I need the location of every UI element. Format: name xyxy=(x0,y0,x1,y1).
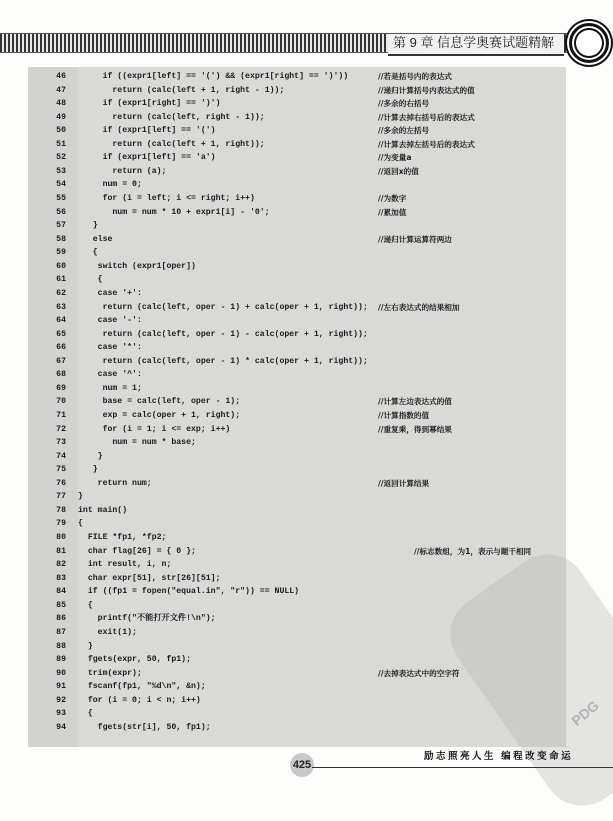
page-number: 425 xyxy=(290,753,314,777)
code-line xyxy=(0,97,613,111)
code-comment: //重复乘，得到幂结果 xyxy=(378,424,452,434)
code-text: num = num * base; xyxy=(78,438,196,448)
code-text: num = 0; xyxy=(78,180,142,190)
line-number: 61 xyxy=(56,275,66,285)
line-number: 76 xyxy=(56,478,66,488)
line-number: 75 xyxy=(56,465,66,475)
code-line xyxy=(0,721,613,735)
code-text: return (calc(left, oper - 1) * calc(oper + 1, right)); xyxy=(78,356,368,366)
code-line xyxy=(0,436,613,450)
code-text: if (expr1[left] == 'a') xyxy=(78,153,216,163)
code-line xyxy=(0,192,613,206)
code-text: } xyxy=(78,221,98,231)
code-comment: //计算去掉左括号后的表达式 xyxy=(378,139,475,149)
code-line xyxy=(0,246,613,260)
line-number: 80 xyxy=(56,533,66,543)
code-line xyxy=(0,314,613,328)
line-number: 79 xyxy=(56,519,66,529)
code-text: case '*': xyxy=(78,343,142,353)
code-text: num = 1; xyxy=(78,383,142,393)
code-text: int result, i, n; xyxy=(78,560,172,570)
code-comment: //去掉表达式中的空字符 xyxy=(378,668,460,678)
code-line xyxy=(0,287,613,301)
line-number: 66 xyxy=(56,343,66,353)
code-line xyxy=(0,341,613,355)
line-number: 68 xyxy=(56,370,66,380)
code-comment: //若是括号内的表达式 xyxy=(378,72,452,81)
code-line xyxy=(0,667,613,681)
code-line xyxy=(0,694,613,708)
line-number: 64 xyxy=(56,316,66,326)
code-text: char expr[51], str[26][51]; xyxy=(78,573,221,583)
line-number: 47 xyxy=(56,85,66,95)
line-number: 93 xyxy=(56,709,66,719)
line-number: 69 xyxy=(56,383,66,393)
line-number: 83 xyxy=(56,573,66,583)
code-comment: //左右表达式的结果相加 xyxy=(378,302,460,312)
code-text: for (i = 1; i <= exp; i++) xyxy=(78,424,231,434)
code-text: exp = calc(oper + 1, right); xyxy=(78,411,241,420)
line-number: 50 xyxy=(56,126,66,136)
line-number: 65 xyxy=(56,329,66,339)
line-number: 56 xyxy=(56,207,66,217)
code-text: return (calc(left + 1, right - 1)); xyxy=(78,85,285,95)
chapter-title: 第 9 章 信息学奥赛试题精解 xyxy=(393,35,555,50)
line-number: 81 xyxy=(56,546,66,556)
code-text: fscanf(fp1, "%d\n", &n); xyxy=(78,682,206,692)
code-text: int main() xyxy=(78,505,128,515)
code-text: fgets(str[i], 50, fp1); xyxy=(78,722,211,732)
code-comment: //返回计算结果 xyxy=(378,478,430,488)
code-text: case '-': xyxy=(78,316,142,326)
code-comment: //多余的左括号 xyxy=(378,126,430,136)
code-line xyxy=(0,463,613,477)
code-text: { xyxy=(78,275,103,285)
code-text: return (a); xyxy=(78,166,167,176)
code-line xyxy=(0,84,613,98)
line-number: 90 xyxy=(56,668,66,678)
code-comment: //标志数组，为1，表示与题干相同 xyxy=(414,546,532,556)
line-number: 88 xyxy=(56,641,66,651)
line-number: 70 xyxy=(56,397,66,407)
code-line xyxy=(0,423,613,437)
code-text: } xyxy=(78,451,103,461)
code-line xyxy=(0,151,613,165)
code-text: return (calc(left, oper - 1) - calc(oper + 1, right)); xyxy=(78,329,368,339)
code-text: char flag[26] = { 0 }; xyxy=(78,546,196,556)
line-number: 92 xyxy=(56,695,66,705)
code-text: if (expr1[right] == ')') xyxy=(78,99,221,109)
line-number: 48 xyxy=(56,99,66,109)
code-line xyxy=(0,111,613,125)
code-line xyxy=(0,70,613,84)
code-line xyxy=(0,219,613,233)
code-line xyxy=(0,558,613,572)
code-comment: //计算左边表达式的值 xyxy=(378,397,452,407)
code-text: } xyxy=(78,465,98,475)
code-line xyxy=(0,382,613,396)
line-number: 53 xyxy=(56,166,66,176)
line-number: 82 xyxy=(56,560,66,570)
code-line xyxy=(0,165,613,179)
code-line xyxy=(0,409,613,423)
line-number: 63 xyxy=(56,302,66,312)
code-text: { xyxy=(78,519,83,529)
line-number: 89 xyxy=(56,655,66,665)
code-line xyxy=(0,517,613,531)
code-text: case '^': xyxy=(78,370,142,380)
line-number: 54 xyxy=(56,180,66,190)
code-line xyxy=(0,531,613,545)
code-text: { xyxy=(78,600,93,610)
line-number: 67 xyxy=(56,356,66,366)
line-number: 58 xyxy=(56,234,66,244)
code-text: case '+': xyxy=(78,288,142,298)
code-text: else xyxy=(78,234,113,244)
code-text: return (calc(left, right - 1)); xyxy=(78,112,265,122)
line-number: 55 xyxy=(56,194,66,204)
code-text: { xyxy=(78,709,93,719)
code-line xyxy=(0,545,613,559)
code-comment: //为变量a xyxy=(378,153,412,163)
line-number: 73 xyxy=(56,438,66,448)
code-line xyxy=(0,504,613,518)
code-text: return (calc(left + 1, right)); xyxy=(78,139,265,149)
code-text: num = num * 10 + expr1[i] - '0'; xyxy=(78,207,270,217)
code-line xyxy=(0,612,613,626)
code-comment: //计算去掉右括号后的表达式 xyxy=(378,112,475,122)
code-line xyxy=(0,301,613,315)
code-line xyxy=(0,260,613,274)
code-line xyxy=(0,178,613,192)
code-line xyxy=(0,395,613,409)
header-rings-ornament xyxy=(569,23,609,63)
code-line xyxy=(0,233,613,247)
code-text: for (i = left; i <= right; i++) xyxy=(78,194,255,204)
code-text: switch (expr1[oper]) xyxy=(78,261,196,271)
footer-slogan: 励志照亮人生 编程改变命运 xyxy=(424,751,574,762)
line-number: 60 xyxy=(56,261,66,271)
code-comment: //为数字 xyxy=(378,194,407,204)
line-number: 57 xyxy=(56,221,66,231)
code-line xyxy=(0,572,613,586)
line-number: 71 xyxy=(56,411,66,420)
line-number: 77 xyxy=(56,492,66,502)
code-text: } xyxy=(78,492,83,502)
code-line xyxy=(0,653,613,667)
code-text: trim(expr); xyxy=(78,668,142,678)
code-text: for (i = 0; i < n; i++) xyxy=(78,695,201,705)
code-line xyxy=(0,680,613,694)
code-line xyxy=(0,206,613,220)
code-line xyxy=(0,273,613,287)
line-number: 78 xyxy=(56,505,66,515)
footer-rule xyxy=(312,767,613,768)
code-text: if (expr1[left] == '(') xyxy=(78,126,216,136)
code-line xyxy=(0,640,613,654)
code-text: return num; xyxy=(78,478,152,488)
code-comment: //计算指数的值 xyxy=(378,411,430,420)
code-comment: //递归计算括号内表达式的值 xyxy=(378,85,475,95)
line-number: 51 xyxy=(56,139,66,149)
code-line xyxy=(0,599,613,613)
code-text: if ((fp1 = fopen("equal.in", "r")) == NULL) xyxy=(78,587,300,597)
code-text: return (calc(left, oper - 1) + calc(oper + 1, right)); xyxy=(78,302,368,312)
line-number: 94 xyxy=(56,722,66,732)
line-number: 59 xyxy=(56,248,66,258)
line-number: 46 xyxy=(56,72,66,81)
line-number: 87 xyxy=(56,627,66,637)
code-text: FILE *fp1, *fp2; xyxy=(78,533,167,543)
code-line xyxy=(0,585,613,599)
line-number: 86 xyxy=(56,614,66,624)
code-text: base = calc(left, oper - 1); xyxy=(78,397,241,407)
line-number: 49 xyxy=(56,112,66,122)
code-text: printf("不能打开文件!\n"); xyxy=(78,614,216,624)
code-text: } xyxy=(78,641,93,651)
code-line xyxy=(0,328,613,342)
line-number: 62 xyxy=(56,288,66,298)
code-line xyxy=(0,138,613,152)
line-number: 91 xyxy=(56,682,66,692)
line-number: 72 xyxy=(56,424,66,434)
code-text: fgets(expr, 50, fp1); xyxy=(78,655,192,665)
code-line xyxy=(0,626,613,640)
code-text: if ((expr1[left] == '(') && (expr1[right] == ')')) xyxy=(78,72,349,81)
line-number: 84 xyxy=(56,587,66,597)
code-comment: //多余的右括号 xyxy=(378,99,430,109)
code-text: exit(1); xyxy=(78,627,137,637)
code-comment: //递归计算运算符两边 xyxy=(378,234,452,244)
code-line xyxy=(0,124,613,138)
code-comment: //返回x的值 xyxy=(378,166,419,176)
code-line xyxy=(0,450,613,464)
code-line xyxy=(0,355,613,369)
code-line xyxy=(0,368,613,382)
code-comment: //累加值 xyxy=(378,207,407,217)
code-line xyxy=(0,477,613,491)
code-line xyxy=(0,490,613,504)
code-text: { xyxy=(78,248,98,258)
line-number: 74 xyxy=(56,451,66,461)
watermark-text: PDG xyxy=(568,697,602,729)
line-number: 85 xyxy=(56,600,66,610)
code-line xyxy=(0,707,613,721)
line-number: 52 xyxy=(56,153,66,163)
